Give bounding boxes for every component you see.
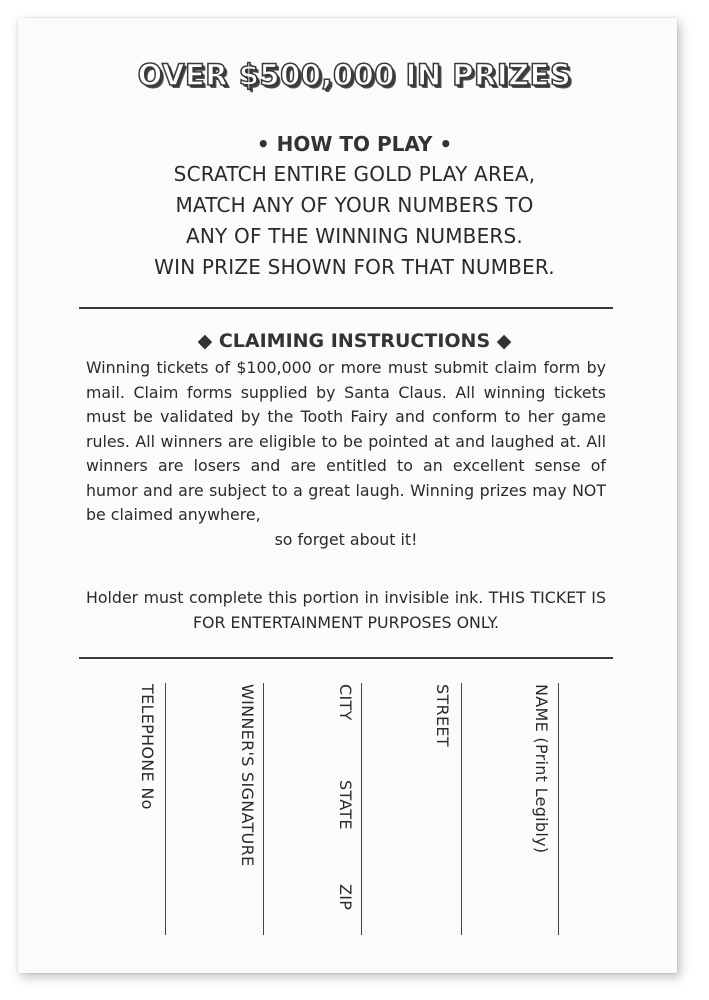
signature-entry-line[interactable]: [263, 683, 264, 935]
name-entry-line[interactable]: [558, 683, 559, 935]
claim-body-text: Winning tickets of $100,000 or more must submit claim form by mail. Claim forms supplied by Santa Claus. All winning tickets must be validated by the Tooth Fairy and conform to her game rules. All winners are eligible to be pointed at and laughed at. All winners are losers and are entitled to an excellent sense of humor and are subject to a great laugh. Winning prizes may NOT be claimed anywhere,: [86, 358, 606, 524]
holder-notice: Holder must complete this portion in invisible ink. THIS TICKET IS FOR ENTERTAINMENT PURPOSES ONLY.: [86, 588, 606, 632]
claiming-instructions-text: [86, 356, 606, 552]
how-to-play-heading: • HOW TO PLAY •: [256, 132, 453, 156]
prize-headline: OVER $500,000 IN PRIZES: [137, 58, 572, 92]
how-to-play-line: SCRATCH ENTIRE GOLD PLAY AREA,: [173, 162, 536, 186]
how-to-play-line: MATCH ANY OF YOUR NUMBERS TO: [175, 193, 534, 217]
telephone-label: TELEPHONE No: [138, 684, 157, 810]
how-to-play-line: WIN PRIZE SHOWN FOR THAT NUMBER.: [154, 255, 555, 279]
street-label: STREET: [433, 684, 452, 747]
name-label: NAME (Print Legibly): [532, 684, 551, 854]
zip-label: ZIP: [336, 884, 355, 911]
how-to-play-line: ANY OF THE WINNING NUMBERS.: [186, 224, 523, 248]
divider-top: [79, 307, 613, 309]
telephone-entry-line[interactable]: [165, 683, 166, 935]
divider-bottom: [79, 657, 613, 659]
city-state-zip-entry-line[interactable]: [361, 683, 362, 935]
signature-label: WINNER'S SIGNATURE: [238, 684, 257, 867]
city-label: CITY: [336, 684, 355, 721]
state-label: STATE: [336, 780, 355, 830]
street-entry-line[interactable]: [461, 683, 462, 935]
claim-body-last-line: so forget about it!: [274, 529, 418, 549]
claiming-instructions-heading: ◆ CLAIMING INSTRUCTIONS ◆: [197, 330, 512, 352]
